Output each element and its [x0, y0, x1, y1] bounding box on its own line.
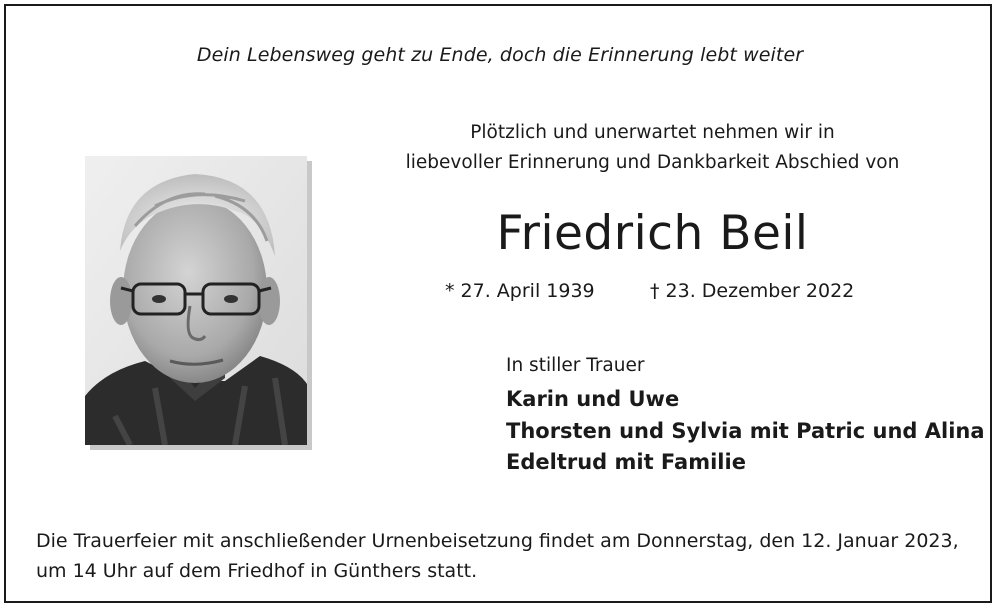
portrait-photo [85, 156, 307, 445]
intro-text [380, 118, 925, 178]
mourners-list [506, 384, 985, 479]
portrait-image [85, 156, 307, 445]
mourner-item: Karin und Uwe [506, 387, 680, 411]
ceremony-line: Die Trauerfeier mit anschließender Urnenbeisetzung findet am Donnerstag, den 12. Januar 2023, [36, 530, 959, 552]
ceremony-info [36, 526, 971, 586]
death-date: † 23. Dezember 2022 [650, 280, 855, 302]
mourner-item: Thorsten und Sylvia mit Patric und Alina [506, 418, 985, 443]
ceremony-line: um 14 Uhr auf dem Friedhof in Günthers statt. [36, 560, 478, 582]
deceased-name: Friedrich Beil [496, 206, 809, 261]
motto: Dein Lebensweg geht zu Ende, doch die Erinnerung lebt weiter [196, 44, 804, 66]
mourner-item: Edeltrud mit Familie [506, 450, 746, 474]
intro-line: Plötzlich und unerwartet nehmen wir in [470, 122, 835, 143]
mourning-label: In stiller Trauer [506, 355, 645, 376]
birth-date: * 27. April 1939 [445, 280, 595, 302]
intro-line: liebevoller Erinnerung und Dankbarkeit Abschied von [405, 152, 900, 173]
